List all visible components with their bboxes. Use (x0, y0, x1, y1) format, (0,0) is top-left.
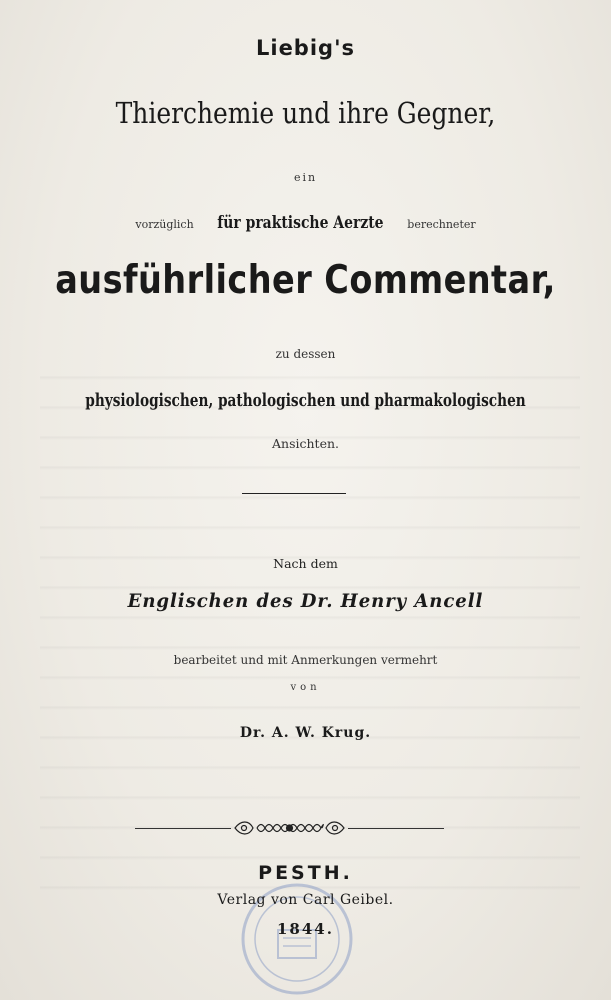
editor-note: bearbeitet und mit Anmerkungen vermehrt (173, 653, 438, 667)
place-text: PESTH. (258, 862, 353, 884)
commentary-title: ausführlicher Commentar, (55, 258, 556, 303)
main-title: Thierchemie und ihre Gegner, (115, 96, 496, 130)
ein-text: ein (293, 171, 318, 184)
ansichten-text: Ansichten. (272, 436, 339, 451)
ornament-rule-left (135, 828, 231, 829)
author-heading: Liebig's (255, 36, 355, 60)
year-text: 1844. (277, 920, 334, 938)
disciplines-line: physiologischen, pathologischen und pharmakologischen (85, 390, 526, 411)
ornament-rule-right (348, 828, 444, 829)
subtitle-bold: für praktische Aerzte (217, 213, 384, 233)
editor-name: Dr. A. W. Krug. (239, 725, 372, 741)
zu-dessen-text: zu dessen (275, 347, 336, 361)
subtitle-suffix: berechneter (407, 218, 476, 231)
subtitle-prefix: vorzüglich (135, 218, 194, 231)
subtitle-line (0, 213, 611, 233)
von-text: von (290, 682, 321, 693)
publisher-text: Verlag von Carl Geibel. (217, 892, 394, 908)
fleuron-ornament-icon (231, 817, 348, 839)
divider-rule (242, 493, 346, 494)
nach-dem-text: Nach dem (273, 556, 338, 571)
source-author-line: Englischen des Dr. Henry Ancell (127, 590, 484, 612)
